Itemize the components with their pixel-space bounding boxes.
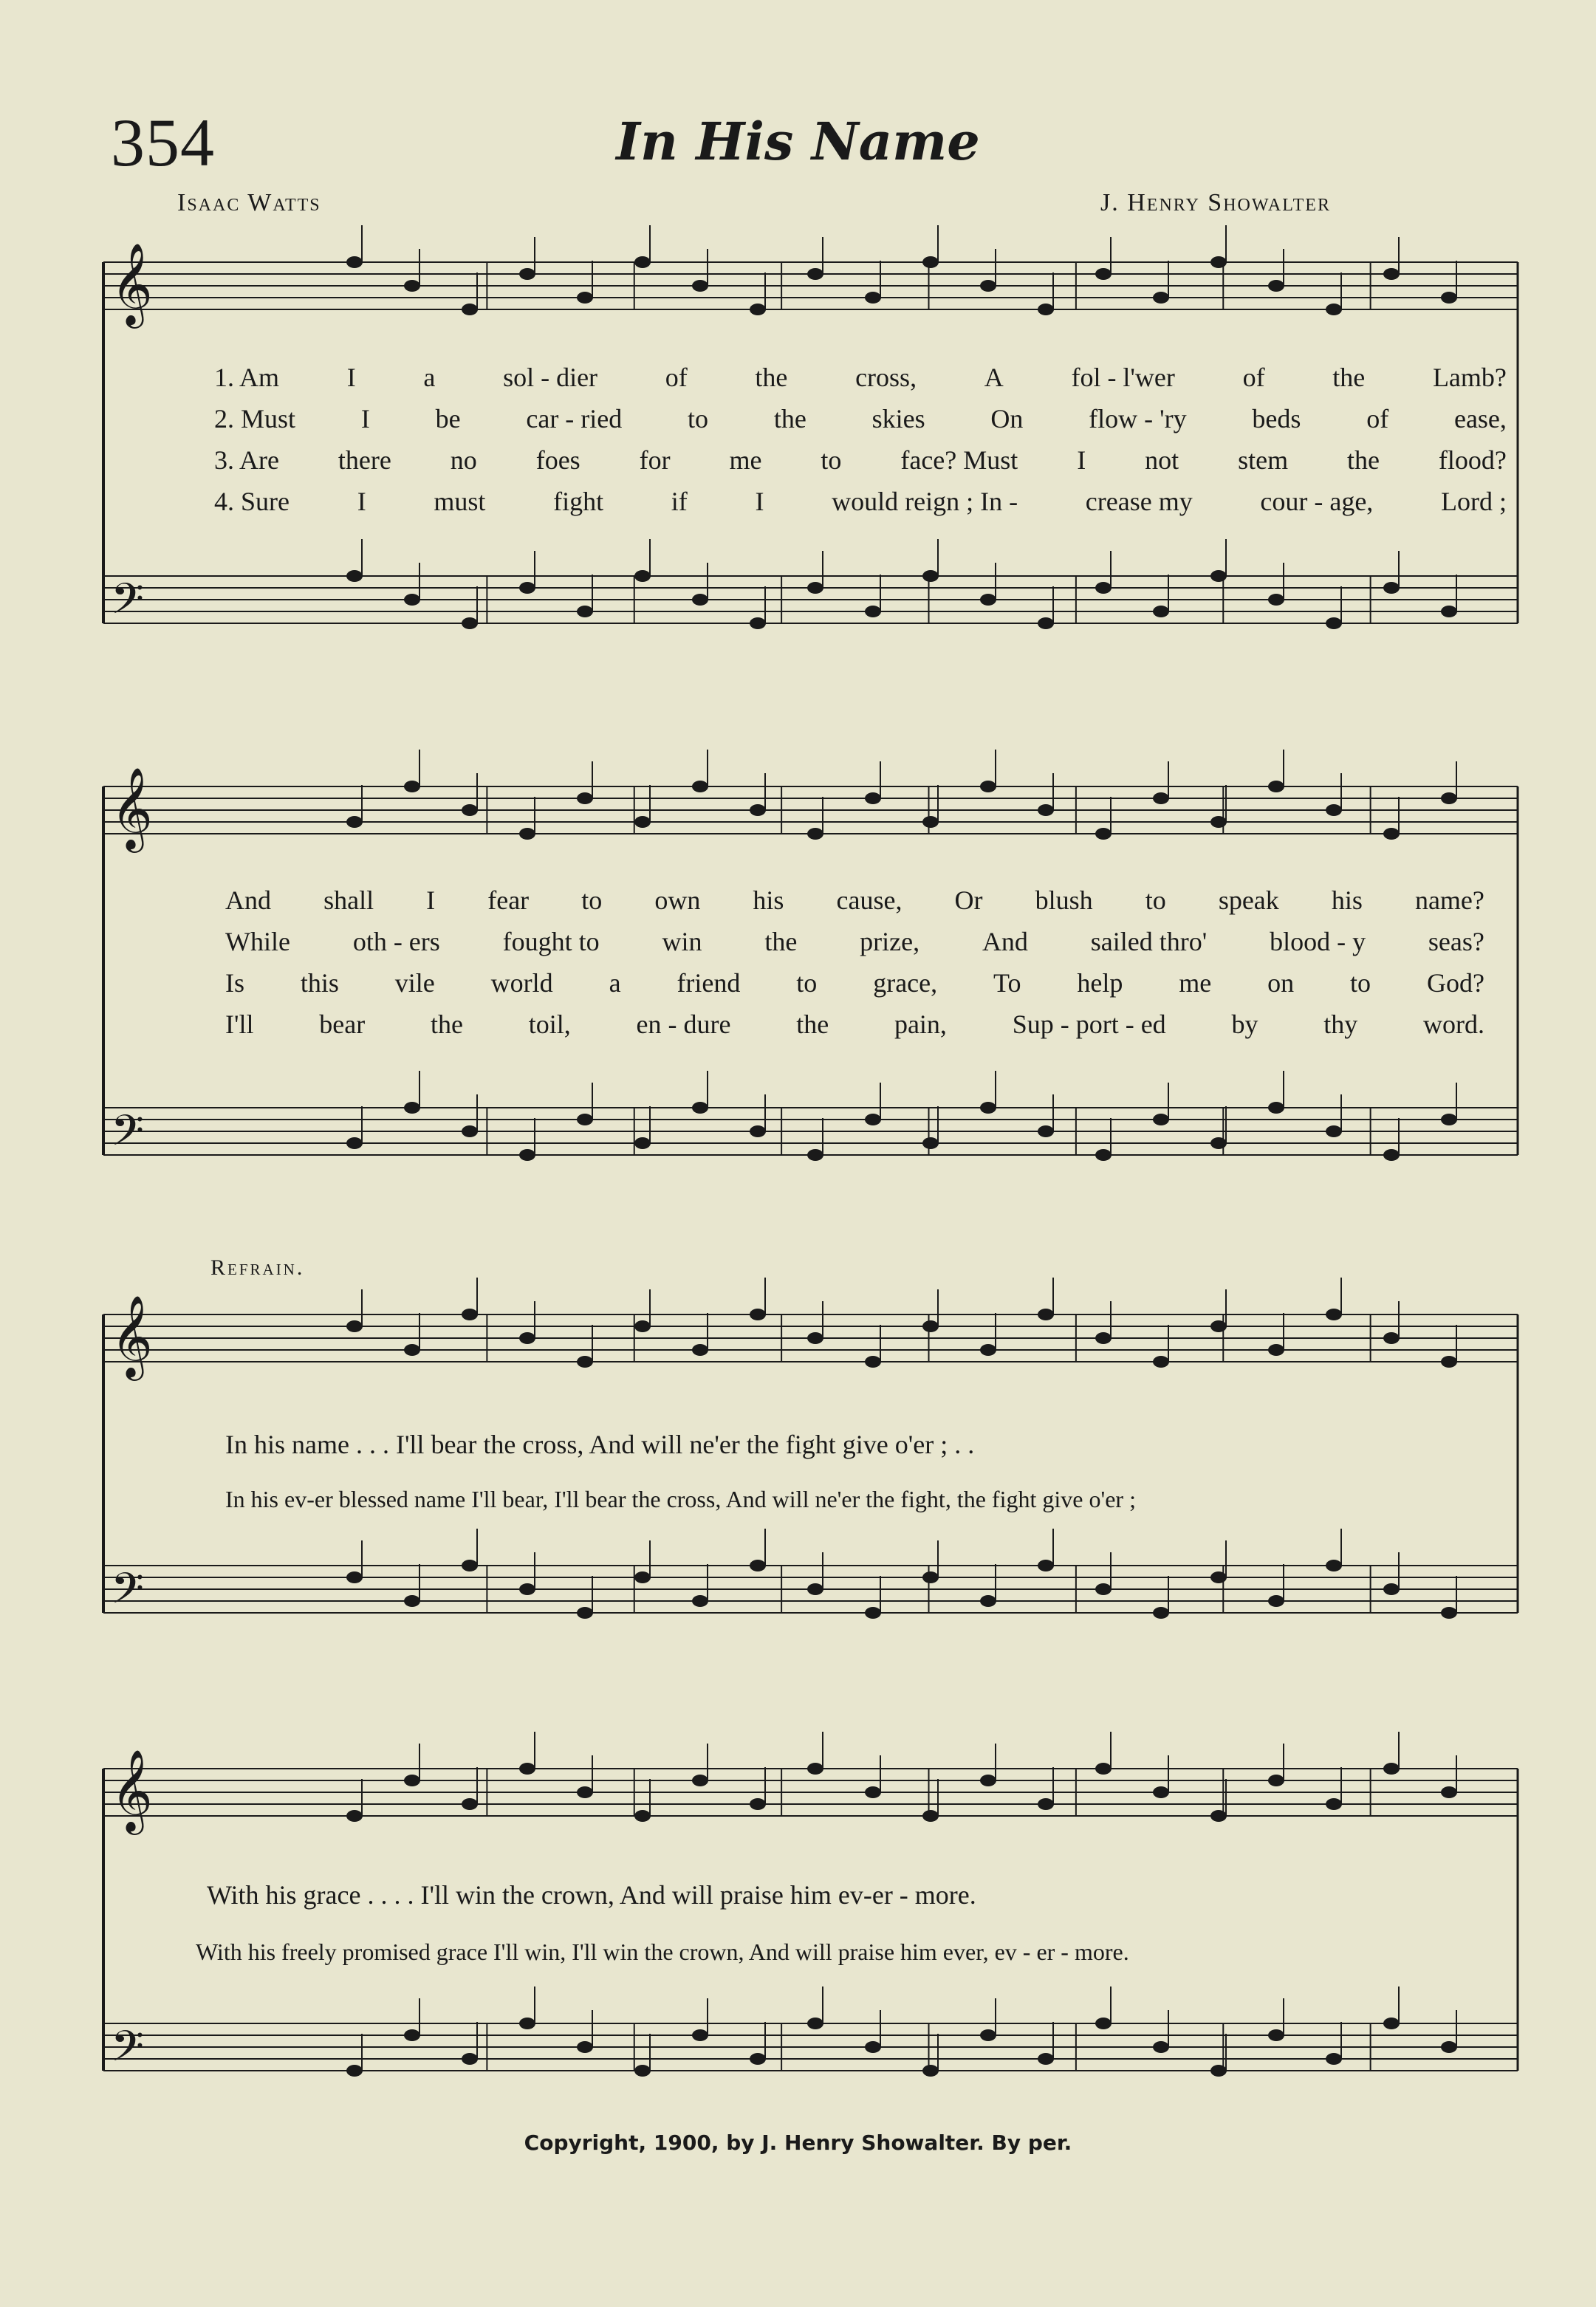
note-head	[346, 570, 363, 582]
lyric-syllable: to	[821, 445, 842, 475]
note-head	[577, 2041, 593, 2053]
note-head	[807, 828, 823, 840]
composer-credit: J. Henry Showalter	[1100, 189, 1331, 216]
note-head	[1210, 2065, 1227, 2077]
note-head	[1383, 1583, 1400, 1595]
verse-3-line-2	[225, 967, 1484, 998]
lyric-syllable: me	[1179, 968, 1212, 998]
hymn-number: 354	[111, 105, 215, 180]
note-head	[922, 256, 939, 268]
note-head	[346, 2065, 363, 2077]
lyric-syllable: Lamb?	[1432, 363, 1507, 392]
note-head	[1095, 1149, 1112, 1161]
note-head	[1038, 304, 1054, 315]
lyric-syllable: the	[430, 1009, 463, 1039]
note-head	[807, 582, 823, 594]
note-head	[404, 1595, 420, 1607]
lyric-syllable: to	[688, 404, 709, 433]
note-head	[1326, 1309, 1342, 1320]
note-head	[1268, 1344, 1284, 1356]
note-head	[404, 594, 420, 606]
lyric-syllable: the	[1347, 445, 1380, 475]
verse-3-line-1	[214, 445, 1507, 476]
note-head	[1153, 606, 1169, 617]
note-head	[1153, 292, 1169, 304]
note-head	[692, 1102, 708, 1114]
note-head	[577, 606, 593, 617]
lyric-syllable: a	[609, 968, 621, 998]
note-head	[1210, 256, 1227, 268]
note-head	[462, 2053, 478, 2065]
lyric-syllable: if	[671, 487, 688, 516]
note-head	[750, 1798, 766, 1810]
note-head	[1153, 792, 1169, 804]
lyric-syllable: speak	[1218, 885, 1279, 915]
note-head	[1326, 304, 1342, 315]
note-head	[462, 617, 478, 629]
verse-4-line-1	[214, 486, 1507, 517]
refrain-line-1: In his name . . . I'll bear the cross, And will ne'er the fight give o'er ; . .	[225, 1430, 975, 1459]
lyric-syllable: cross,	[855, 363, 917, 392]
note-head	[980, 2029, 996, 2041]
lyric-syllable: the	[1332, 363, 1366, 392]
note-head	[1326, 1798, 1342, 1810]
note-head	[1441, 1607, 1457, 1619]
note-head	[462, 1560, 478, 1571]
note-head	[750, 304, 766, 315]
note-head	[1095, 268, 1112, 280]
note-head	[346, 1137, 363, 1149]
lyric-syllable: thy	[1323, 1009, 1358, 1039]
note-head	[1153, 1114, 1169, 1125]
note-head	[865, 2041, 881, 2053]
note-head	[1038, 1309, 1054, 1320]
lyric-syllable: there	[338, 445, 391, 475]
note-head	[922, 1137, 939, 1149]
lyric-syllable: shall	[323, 885, 374, 915]
lyric-syllable: name?	[1414, 885, 1484, 915]
note-head	[980, 1595, 996, 1607]
note-head	[1326, 617, 1342, 629]
lyric-syllable: And	[982, 927, 1028, 956]
note-head	[1441, 2041, 1457, 2053]
lyric-syllable: To	[993, 968, 1021, 998]
note-head	[346, 1571, 363, 1583]
lyric-syllable: skies	[871, 404, 925, 433]
note-head	[346, 1320, 363, 1332]
note-head	[404, 1775, 420, 1786]
copyright-notice: Copyright, 1900, by J. Henry Showalter. By per.	[524, 2131, 1072, 2155]
note-head	[519, 2018, 535, 2029]
lyric-syllable: en - dure	[636, 1009, 731, 1039]
lyric-syllable: And	[225, 885, 271, 915]
lyric-syllable: God?	[1426, 968, 1484, 998]
lyric-syllable: flow - 'ry	[1089, 404, 1187, 433]
refrain-line-2: With his grace . . . . I'll win the crown, And will praise him ev-er - more.	[207, 1880, 976, 1910]
lyric-syllable: foes	[535, 445, 580, 475]
note-head	[807, 2018, 823, 2029]
lyric-syllable: world	[490, 968, 553, 998]
lyric-syllable: blush	[1035, 885, 1093, 915]
note-head	[1038, 1560, 1054, 1571]
note-head	[1095, 1332, 1112, 1344]
lyric-syllable: of	[1366, 404, 1389, 433]
lyric-syllable: me	[729, 445, 762, 475]
note-head	[865, 792, 881, 804]
note-head	[1441, 292, 1457, 304]
note-head	[634, 570, 651, 582]
note-head	[1095, 1583, 1112, 1595]
lyric-syllable: of	[665, 363, 688, 392]
lyric-syllable: flood?	[1438, 445, 1507, 475]
note-head	[980, 781, 996, 792]
lyric-syllable: to	[796, 968, 818, 998]
lyric-syllable: stem	[1238, 445, 1289, 475]
lyric-syllable: I'll	[225, 1009, 254, 1039]
lyric-syllable: to	[1145, 885, 1166, 915]
note-head	[519, 1583, 535, 1595]
note-head	[1383, 1149, 1400, 1161]
note-head	[404, 781, 420, 792]
lyric-syllable: own	[654, 885, 701, 915]
note-head	[922, 1810, 939, 1822]
lyric-syllable: cause,	[836, 885, 903, 915]
note-head	[750, 1309, 766, 1320]
clef-symbol: 𝄢	[111, 1563, 145, 1624]
lyric-syllable: for	[639, 445, 671, 475]
note-head	[750, 2053, 766, 2065]
lyric-syllable: no	[450, 445, 477, 475]
note-head	[634, 1810, 651, 1822]
note-head	[865, 1356, 881, 1368]
note-head	[922, 570, 939, 582]
verse-2-line-1	[214, 403, 1507, 434]
lyric-syllable: this	[300, 968, 339, 998]
note-head	[519, 582, 535, 594]
note-head	[1441, 606, 1457, 617]
note-head	[692, 2029, 708, 2041]
lyric-syllable: Lord ;	[1441, 487, 1507, 516]
lyric-syllable: face? Must	[900, 445, 1018, 475]
note-head	[922, 1571, 939, 1583]
note-head	[577, 292, 593, 304]
lyric-syllable: Or	[954, 885, 983, 915]
note-head	[519, 1149, 535, 1161]
lyric-syllable: On	[990, 404, 1024, 433]
note-head	[1326, 1125, 1342, 1137]
note-head	[1441, 1786, 1457, 1798]
clef-symbol: 𝄞	[111, 1749, 153, 1831]
lyric-syllable: Sup - port - ed	[1012, 1009, 1166, 1039]
note-head	[692, 781, 708, 792]
lyric-syllable: fought to	[502, 927, 600, 956]
note-head	[922, 816, 939, 828]
note-head	[807, 268, 823, 280]
lyric-syllable: 1. Am	[214, 363, 280, 392]
note-head	[634, 1137, 651, 1149]
note-head	[1383, 2018, 1400, 2029]
note-head	[750, 804, 766, 816]
note-head	[865, 1114, 881, 1125]
lyric-syllable: car - ried	[526, 404, 623, 433]
lyric-syllable: win	[662, 927, 702, 956]
note-head	[692, 280, 708, 292]
lyric-syllable: I	[357, 487, 366, 516]
note-head	[1326, 2053, 1342, 2065]
note-head	[1326, 804, 1342, 816]
note-head	[1153, 1786, 1169, 1798]
note-head	[1210, 816, 1227, 828]
note-head	[1038, 1798, 1054, 1810]
lyric-syllable: vile	[394, 968, 435, 998]
lyric-syllable: to	[581, 885, 603, 915]
lyric-syllable: oth - ers	[352, 927, 440, 956]
note-head	[1268, 1775, 1284, 1786]
note-head	[577, 1356, 593, 1368]
note-head	[1210, 1571, 1227, 1583]
note-head	[922, 2065, 939, 2077]
lyric-syllable: I	[1077, 445, 1086, 475]
lyric-syllable: I	[360, 404, 370, 433]
note-head	[865, 1786, 881, 1798]
lyric-syllable: I	[426, 885, 436, 915]
lyric-syllable: grace,	[873, 968, 938, 998]
note-head	[750, 1125, 766, 1137]
note-head	[1095, 2018, 1112, 2029]
note-head	[346, 816, 363, 828]
lyric-syllable: prize,	[860, 927, 920, 956]
note-head	[1268, 2029, 1284, 2041]
refrain-line-1-alt: In his ev-er blessed name I'll bear, I'll bear the cross, And will ne'er the fight, the fight give o'er ;	[225, 1486, 1136, 1512]
note-head	[404, 1344, 420, 1356]
verse-1-line-1	[214, 362, 1507, 393]
note-head	[462, 1125, 478, 1137]
note-head	[519, 268, 535, 280]
note-head	[807, 1149, 823, 1161]
clef-symbol: 𝄞	[111, 767, 153, 849]
lyric-syllable: sailed thro'	[1090, 927, 1208, 956]
lyric-syllable: cour - age,	[1260, 487, 1374, 516]
lyric-syllable: ease,	[1453, 404, 1507, 433]
clef-symbol: 𝄞	[111, 1295, 153, 1377]
lyric-syllable: would reign ; In -	[832, 487, 1018, 516]
note-head	[1383, 1763, 1400, 1775]
note-head	[980, 1102, 996, 1114]
lyric-syllable: be	[435, 404, 461, 433]
lyric-syllable: I	[346, 363, 356, 392]
note-head	[1383, 828, 1400, 840]
lyric-syllable: the	[755, 363, 788, 392]
lyric-syllable: help	[1077, 968, 1123, 998]
note-head	[1441, 1114, 1457, 1125]
note-head	[1383, 268, 1400, 280]
note-head	[865, 292, 881, 304]
lyric-syllable: 2. Must	[214, 404, 296, 433]
note-head	[922, 1320, 939, 1332]
note-head	[692, 594, 708, 606]
verse-2-line-2	[225, 926, 1484, 957]
note-head	[634, 256, 651, 268]
lyric-syllable: 3. Are	[214, 445, 279, 475]
lyric-syllable: word.	[1422, 1009, 1484, 1039]
lyric-syllable: A	[984, 363, 1004, 392]
refrain-label: Refrain.	[210, 1255, 305, 1280]
clef-symbol: 𝄢	[111, 2021, 145, 2082]
note-head	[577, 792, 593, 804]
lyric-syllable: fight	[553, 487, 604, 516]
clef-symbol: 𝄢	[111, 574, 145, 634]
note-head	[1038, 1125, 1054, 1137]
refrain-line-2-alt: With his freely promised grace I'll win, I'll win the crown, And will praise him ever, ev - er - more.	[196, 1939, 1129, 1965]
lyric-syllable: by	[1231, 1009, 1258, 1039]
note-head	[462, 804, 478, 816]
clef-symbol: 𝄞	[111, 242, 153, 325]
lyric-syllable: a	[423, 363, 436, 392]
verse-4-line-2	[225, 1009, 1484, 1040]
note-head	[865, 1607, 881, 1619]
lyric-syllable: Is	[225, 968, 244, 998]
note-head	[750, 617, 766, 629]
note-head	[462, 1309, 478, 1320]
lyric-syllable: his	[753, 885, 784, 915]
note-head	[1153, 1607, 1169, 1619]
lyric-syllable: his	[1331, 885, 1363, 915]
lyric-syllable: the	[764, 927, 798, 956]
note-head	[1095, 828, 1112, 840]
note-head	[634, 1320, 651, 1332]
clef-symbol: 𝄢	[111, 1105, 145, 1166]
lyric-syllable: on	[1267, 968, 1295, 998]
note-head	[1268, 594, 1284, 606]
note-head	[404, 1102, 420, 1114]
lyric-syllable: the	[773, 404, 806, 433]
note-head	[865, 606, 881, 617]
note-head	[577, 1114, 593, 1125]
note-head	[750, 1560, 766, 1571]
lyric-syllable: I	[755, 487, 764, 516]
note-head	[980, 1344, 996, 1356]
lyric-syllable: friend	[677, 968, 741, 998]
note-head	[519, 1763, 535, 1775]
lyric-syllable: While	[225, 927, 290, 956]
note-head	[577, 1786, 593, 1798]
note-head	[1153, 2041, 1169, 2053]
note-head	[1210, 1137, 1227, 1149]
lyric-syllable: fol - l'wer	[1071, 363, 1175, 392]
note-head	[1210, 1810, 1227, 1822]
note-head	[1210, 1320, 1227, 1332]
note-head	[980, 594, 996, 606]
note-head	[807, 1583, 823, 1595]
note-head	[1268, 1102, 1284, 1114]
note-head	[1038, 2053, 1054, 2065]
lyric-syllable: of	[1242, 363, 1265, 392]
lyric-syllable: blood - y	[1270, 927, 1366, 956]
note-head	[980, 1775, 996, 1786]
note-head	[1383, 1332, 1400, 1344]
lyric-syllable: pain,	[894, 1009, 947, 1039]
note-head	[1441, 1356, 1457, 1368]
note-head	[404, 2029, 420, 2041]
note-head	[346, 1810, 363, 1822]
lyric-syllable: sol - dier	[503, 363, 598, 392]
note-head	[519, 1332, 535, 1344]
lyric-syllable: not	[1145, 445, 1179, 475]
hymn-title: In His Name	[616, 111, 980, 172]
note-head	[692, 1595, 708, 1607]
note-head	[1095, 1763, 1112, 1775]
note-head	[1210, 570, 1227, 582]
lyric-syllable: toil,	[528, 1009, 571, 1039]
note-head	[692, 1775, 708, 1786]
lyric-syllable: 4. Sure	[214, 487, 290, 516]
note-head	[462, 304, 478, 315]
note-head	[1268, 280, 1284, 292]
note-head	[980, 280, 996, 292]
note-head	[634, 816, 651, 828]
note-head	[692, 1344, 708, 1356]
note-head	[1268, 781, 1284, 792]
note-head	[1038, 804, 1054, 816]
note-head	[807, 1332, 823, 1344]
lyric-syllable: fear	[487, 885, 530, 915]
note-head	[1038, 617, 1054, 629]
note-head	[1326, 1560, 1342, 1571]
note-head	[1383, 582, 1400, 594]
note-head	[1153, 1356, 1169, 1368]
note-head	[519, 828, 535, 840]
lyric-syllable: crease my	[1085, 487, 1193, 516]
verse-1-line-2	[225, 885, 1484, 916]
lyric-syllable: must	[434, 487, 486, 516]
lyric-syllable: bear	[319, 1009, 366, 1039]
author-credit: Isaac Watts	[177, 189, 321, 216]
note-head	[634, 2065, 651, 2077]
lyric-syllable: beds	[1252, 404, 1301, 433]
note-head	[462, 1798, 478, 1810]
note-head	[1441, 792, 1457, 804]
note-head	[634, 1571, 651, 1583]
note-head	[807, 1763, 823, 1775]
note-head	[1268, 1595, 1284, 1607]
lyric-syllable: seas?	[1428, 927, 1484, 956]
note-head	[346, 256, 363, 268]
lyric-syllable: the	[796, 1009, 829, 1039]
note-head	[404, 280, 420, 292]
note-head	[577, 1607, 593, 1619]
note-head	[1095, 582, 1112, 594]
lyric-syllable: to	[1350, 968, 1371, 998]
